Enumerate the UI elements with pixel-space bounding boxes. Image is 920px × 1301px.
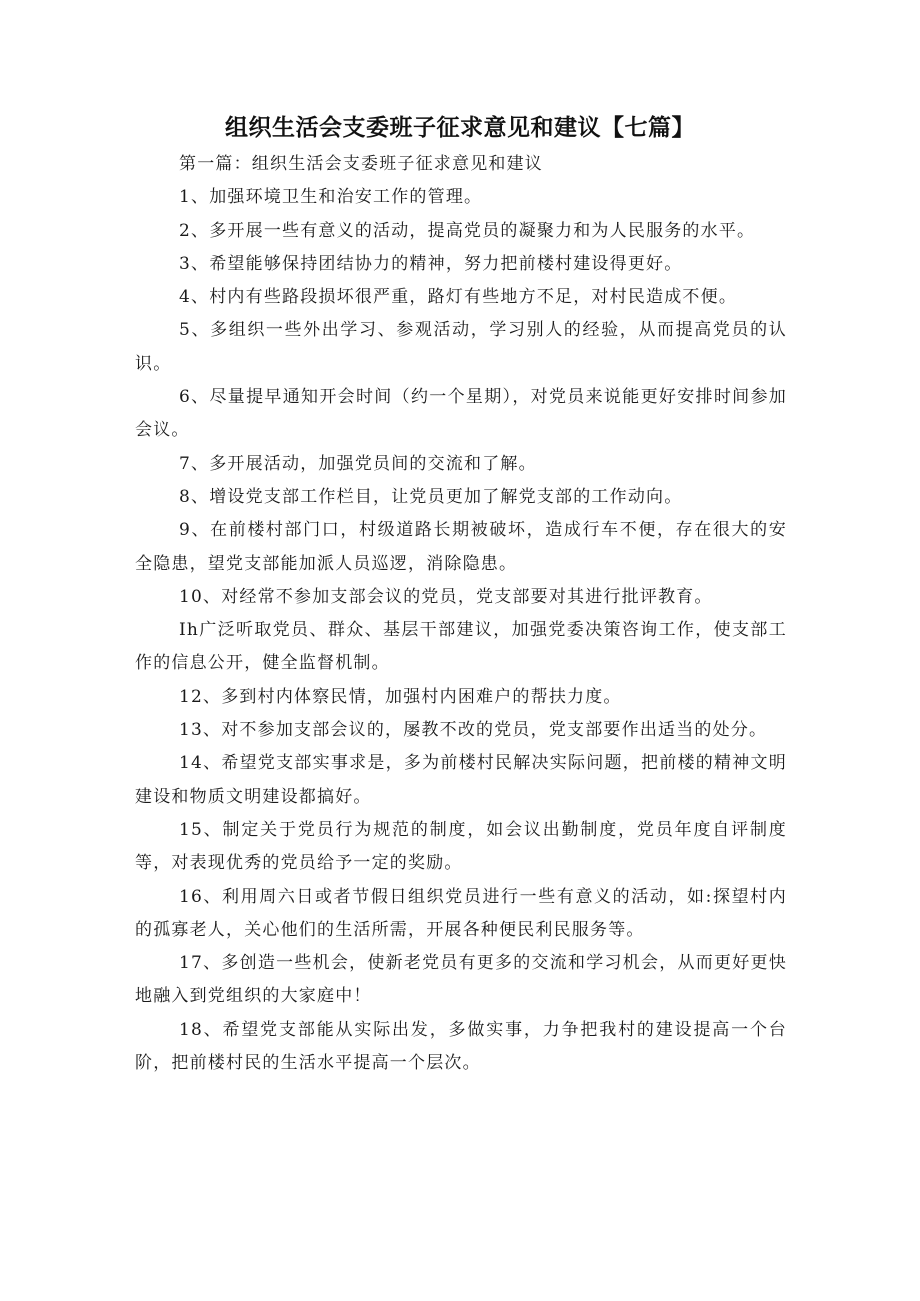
document-body	[135, 148, 787, 1080]
paragraph-14: 14、希望党支部实事求是，多为前楼村民解决实际问题，把前楼的精神文明建设和物质文明建设都搞好。	[135, 753, 787, 807]
paragraph-2: 2、多开展一些有意义的活动，提高党员的凝聚力和为人民服务的水平。	[179, 220, 756, 241]
document-title: 组织生活会支委班子征求意见和建议【七篇】	[225, 115, 695, 141]
paragraph-11: Ih广泛听取党员、群众、基层干部建议，加强党委决策咨询工作，使支部工作的信息公开，健全监督机制。	[135, 620, 787, 674]
paragraph-6: 6、尽量提早通知开会时间（约一个星期），对党员来说能更好安排时间参加会议。	[135, 387, 787, 441]
paragraph-13: 13、对不参加支部会议的，屡教不改的党员，党支部要作出适当的处分。	[179, 720, 768, 741]
paragraph-3: 3、希望能够保持团结协力的精神，努力把前楼村建设得更好。	[179, 253, 683, 274]
paragraph-1: 1、加强环境卫生和治安工作的管理。	[179, 187, 483, 208]
paragraph-8: 8、增设党支部工作栏目，让党员更加了解党支部的工作动向。	[179, 486, 683, 507]
paragraph-18: 18、希望党支部能从实际出发，多做实事，力争把我村的建设提高一个台阶，把前楼村民的生活水平提高一个层次。	[135, 1019, 787, 1074]
section-heading: 第一篇：组织生活会支委班子征求意见和建议	[179, 154, 543, 174]
paragraph-15: 15、制定关于党员行为规范的制度，如会议出勤制度，党员年度自评制度等，对表现优秀的党员给予一定的奖励。	[135, 819, 787, 874]
paragraph-7: 7、多开展活动，加强党员间的交流和了解。	[179, 453, 537, 474]
paragraph-4: 4、村内有些路段损坏很严重，路灯有些地方不足，对村民造成不便。	[179, 287, 738, 308]
paragraph-5: 5、多组织一些外出学习、参观活动，学习别人的经验，从而提高党员的认识。	[135, 320, 787, 374]
paragraph-17: 17、多创造一些机会，使新老党员有更多的交流和学习机会，从而更好更快地融入到党组织的大家庭中！	[135, 953, 787, 1007]
paragraph-10: 10、对经常不参加支部会议的党员，党支部要对其进行批评教育。	[179, 586, 713, 607]
paragraph-9: 9、在前楼村部门口，村级道路长期被破坏，造成行车不便，存在很大的安全隐患，望党支部能加派人员巡逻，消除隐患。	[135, 520, 787, 574]
paragraph-16: 16、利用周六日或者节假日组织党员进行一些有意义的活动，如:探望村内的孤寡老人，关心他们的生活所需，开展各种便民利民服务等。	[135, 886, 787, 940]
paragraph-12: 12、多到村内体察民情，加强村内困难户的帮扶力度。	[179, 686, 622, 707]
